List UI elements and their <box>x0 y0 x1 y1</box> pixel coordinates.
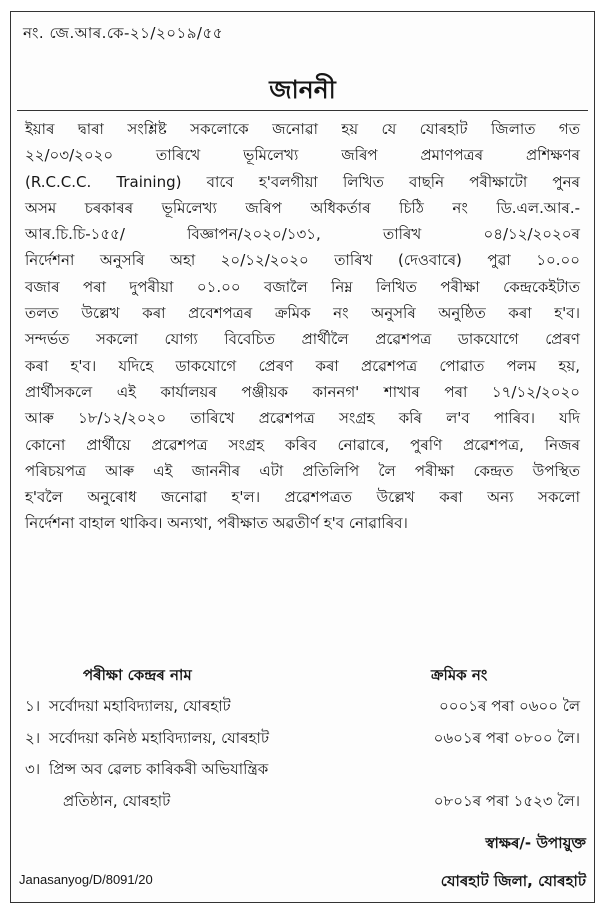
notice-panel <box>10 11 595 903</box>
notice-title: জাননী <box>269 75 336 104</box>
reference-number: নং. জে.আৰ.কে-২১/২০১৯/৫৫ <box>23 24 223 42</box>
body-line: নিৰ্দেশনা অনুসৰি অহা ২০/১২/২০২০ তাৰিখ (দেওবাৰে) পুৱা ১০.০০ <box>25 251 580 270</box>
table-row <box>25 727 584 751</box>
body-line: প্ৰাৰ্থীসকলে এই কাৰ্যালয়ৰ পঞ্জীয়ক কাননগ' শাখাৰ পৰা ১৭/১২/২০২০ <box>25 382 580 401</box>
table-header-center-name: পৰীক্ষা কেন্দ্ৰৰ নাম <box>83 666 192 684</box>
center-name: সৰ্বোদয়া কনিষ্ঠ মহাবিদ্যালয়, যোৰহাট <box>49 729 270 747</box>
row-number: ২। <box>25 729 41 747</box>
title-divider <box>17 110 588 111</box>
row-number: ৩। <box>25 760 41 778</box>
body-line: আৰু ১৮/১২/২০২০ তাৰিখে প্ৰৱেশপত্ৰ সংগ্ৰহ কৰি ল'ব পাৰিব। যদি <box>25 409 580 428</box>
table-row <box>25 758 584 782</box>
body-line: (R.C.C.C. Training) বাবে হ'বলগীয়া লিখিত বাছনি পৰীক্ষাটো পুনৰ <box>25 172 580 191</box>
body-line: আৰ.চি.চি-১৫৫/ বিজ্ঞাপন/২০২০/১৩১, তাৰিখ ০৪/১২/২০২০ৰ <box>25 225 580 244</box>
serial-range: ০৬০১ৰ পৰা ০৮০০ লৈ। <box>433 729 580 747</box>
row-number: ১। <box>25 697 41 715</box>
body-line: অসম চৰকাৰৰ ভূমিলেখ্য জৰিপ অধিকৰ্তাৰ চিঠি নং ডি.এল.আৰ.- <box>25 198 580 217</box>
table-row <box>25 695 584 719</box>
body-line: ২২/০৩/২০২০ তাৰিখে ভূমিলেখ্য জৰিপ প্ৰমাণপত্ৰৰ প্ৰশিক্ষণৰ <box>25 146 580 165</box>
signature-office: যোৰহাট জিলা, যোৰহাট <box>440 872 586 890</box>
body-line: সন্দৰ্ভত সকলো যোগ্য বিবেচিত প্ৰাৰ্থীলৈ প্ৰৱেশপত্ৰ ডাকযোগে প্ৰেৰণ <box>25 330 580 349</box>
serial-range: ০৮০১ৰ পৰা ১৫২৩ লৈ। <box>433 792 580 810</box>
table-header-serial: ক্ৰমিক নং <box>431 666 488 684</box>
body-line: পৰিচয়পত্ৰ আৰু এই জাননীৰ এটা প্ৰতিলিপি লৈ পৰীক্ষা কেন্দ্ৰত উপস্থিত <box>25 461 580 480</box>
center-name: প্ৰিন্স অব ৱেলচ কাৰিকৰী অভিযান্ত্ৰিক <box>49 760 269 778</box>
body-line: ইয়াৰ দ্বাৰা সংশ্লিষ্ট সকলোকে জনোৱা হয় যে যোৰহাট জিলাত গত <box>25 120 580 138</box>
serial-range: ০০০১ৰ পৰা ০৬০০ লৈ <box>439 697 580 715</box>
body-line: নিৰ্দেশনা বাহাল থাকিব। অন্যথা, পৰীক্ষাত অৱতীৰ্ণ হ'ব নোৱাৰিব। <box>25 514 408 533</box>
body-line: কৰা হ'ব। যদিহে ডাকযোগে প্ৰেৰণ কৰা প্ৰৱেশপত্ৰ পোৱাত পলম হয়, <box>25 356 580 375</box>
center-name-continued: প্ৰতিষ্ঠান, যোৰহাট <box>63 792 171 810</box>
center-name: সৰ্বোদয়া মহাবিদ্যালয়, যোৰহাট <box>49 697 231 715</box>
notice-body <box>25 116 580 537</box>
body-line: বজাৰ পৰা দুপৰীয়া ০১.০০ বজালৈ নিম্ন লিখিত পৰীক্ষা কেন্দ্ৰকেইটাত <box>25 277 580 296</box>
table-row <box>25 790 584 814</box>
body-line: তলত উল্লেখ কৰা প্ৰবেশপত্ৰৰ ক্ৰমিক নং অনুসৰি অনুষ্ঠিত কৰা হ'ব। <box>25 304 580 323</box>
signature-title: স্বাক্ষৰ/- উপায়ুক্ত <box>485 834 586 852</box>
publication-code: Janasanyog/D/8091/20 <box>19 872 153 887</box>
body-line: কোনো প্ৰাৰ্থীয়ে প্ৰৱেশপত্ৰ সংগ্ৰহ কৰিব নোৱাৰে, পুৰণি প্ৰৱেশপত্ৰ, নিজৰ <box>25 435 580 454</box>
body-line: হ'বলৈ অনুৰোধ জনোৱা হ'ল। প্ৰৱেশপত্ৰত উল্লেখ কৰা অন্য সকলো <box>25 488 580 507</box>
